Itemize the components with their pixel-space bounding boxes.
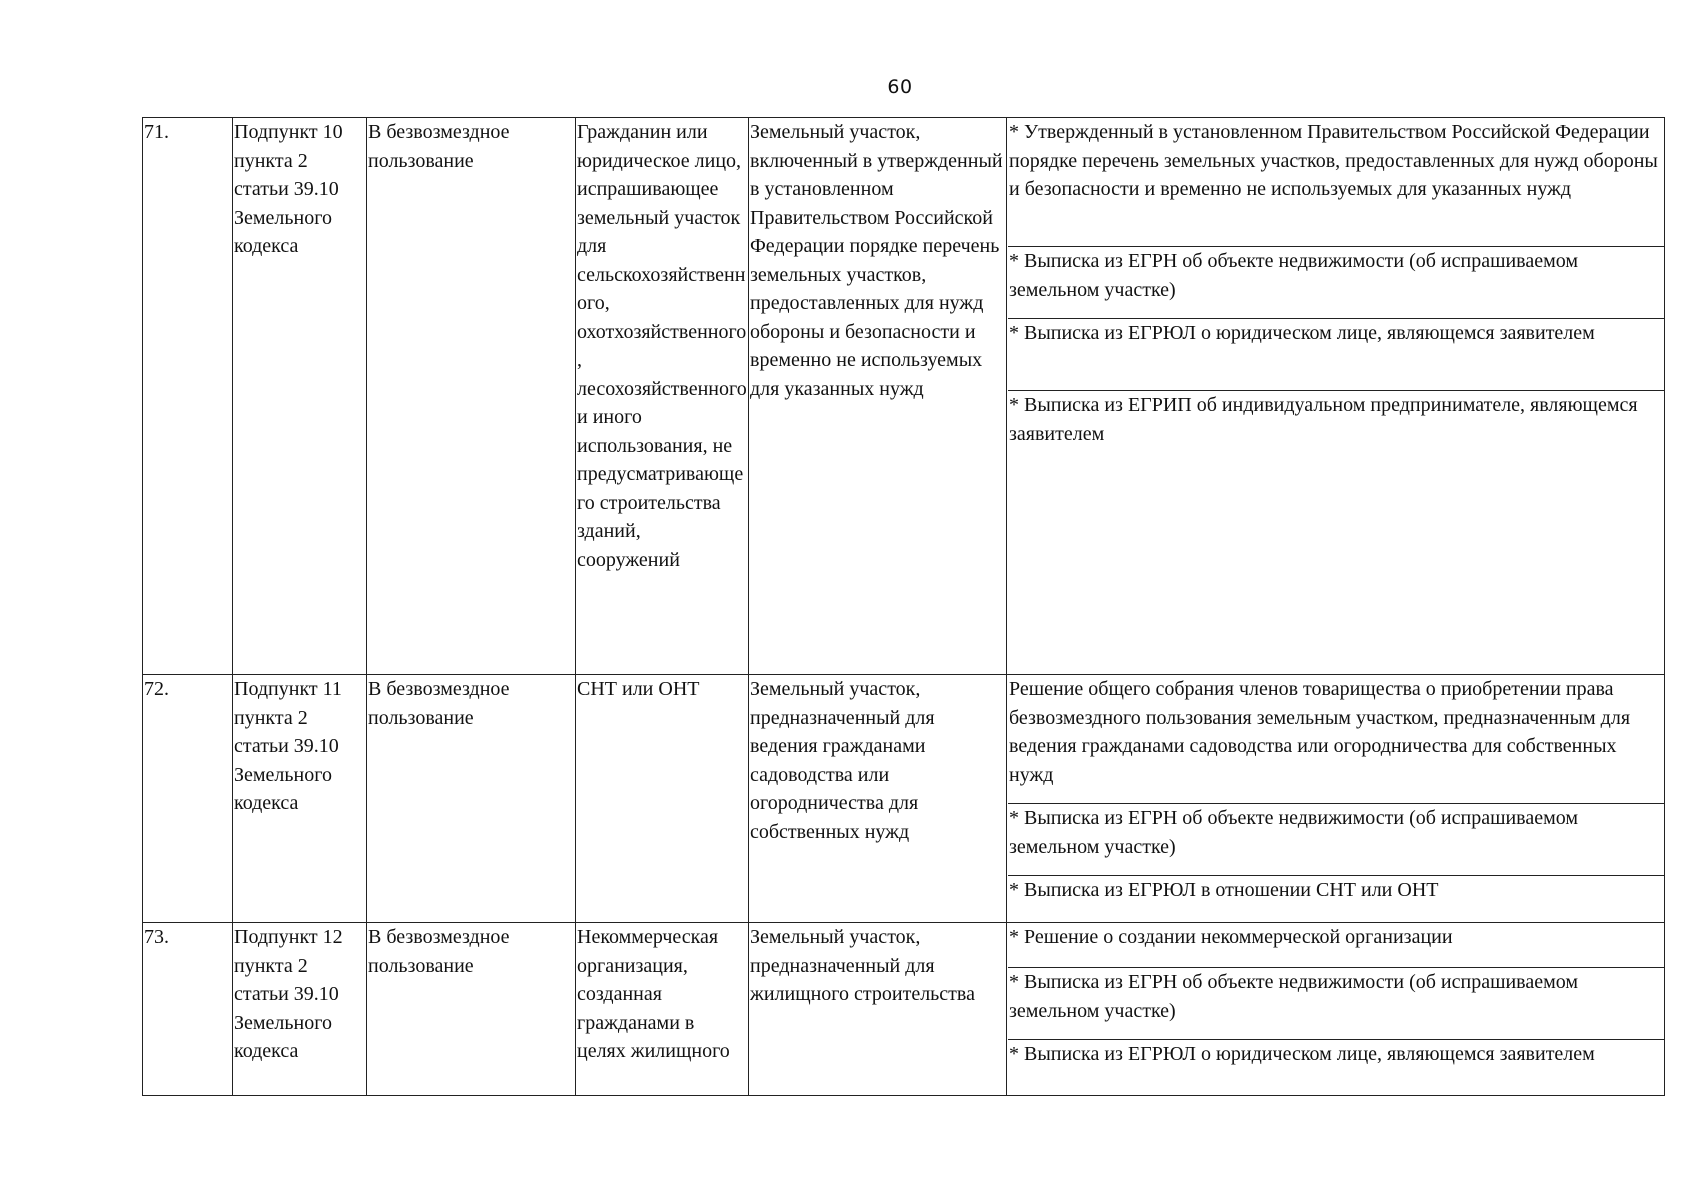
applicant: СНТ или ОНТ <box>576 675 749 923</box>
document-item: * Утвержденный в установленном Правительством Российской Федерации порядке перечень земельных участков, предоставленных для нужд обороны и безопасности и временно не используемых для указанных нужд <box>1008 118 1664 247</box>
legal-basis: Подпункт 12 пункта 2 статьи 39.10 Земельного кодекса <box>233 923 367 1096</box>
document-item: * Выписка из ЕГРЮЛ в отношении СНТ или ОНТ <box>1009 879 1439 901</box>
right-type: В безвозмездное пользование <box>367 675 576 923</box>
page-number: 60 <box>887 76 913 98</box>
documents-cell <box>1007 118 1665 675</box>
land-plot: Земельный участок, предназначенный для жилищного строительства <box>749 923 1007 1096</box>
row-number: 73. <box>143 923 233 1096</box>
document-item: * Выписка из ЕГРИП об индивидуальном предпринимателе, являющемся заявителем <box>1009 394 1638 445</box>
documents-cell <box>1007 675 1665 923</box>
document-item: * Выписка из ЕГРЮЛ о юридическом лице, являющемся заявителем <box>1009 1043 1595 1065</box>
documents-cell <box>1007 923 1665 1096</box>
document-item: * Выписка из ЕГРН об объекте недвижимости (об испрашиваемом земельном участке) <box>1008 247 1664 319</box>
document-item: * Выписка из ЕГРН об объекте недвижимости (об испрашиваемом земельном участке) <box>1008 968 1664 1040</box>
row-number: 71. <box>143 118 233 675</box>
right-type: В безвозмездное пользование <box>367 118 576 675</box>
legal-basis: Подпункт 10 пункта 2 статьи 39.10 Земельного кодекса <box>233 118 367 675</box>
services-table <box>142 117 1665 1096</box>
land-plot: Земельный участок, включенный в утвержденный в установленном Правительством Российской Федерации порядке перечень земельных участков, предоставленных для нужд обороны и безопасности и временно не используемых для указанных нужд <box>749 118 1007 675</box>
document-item: * Выписка из ЕГРН об объекте недвижимости (об испрашиваемом земельном участке) <box>1008 804 1664 876</box>
document-item: * Решение о создании некоммерческой организации <box>1008 923 1664 968</box>
document-item: Решение общего собрания членов товарищества о приобретении права безвозмездного пользования земельным участком, предназначенным для ведения гражданами садоводства или огородничества для собственных нужд <box>1008 675 1664 804</box>
row-number: 72. <box>143 675 233 923</box>
table-row <box>143 118 1665 675</box>
document-item: * Выписка из ЕГРЮЛ о юридическом лице, являющемся заявителем <box>1008 319 1664 391</box>
applicant: Некоммерческая организация, созданная гражданами в целях жилищного <box>576 923 749 1096</box>
right-type: В безвозмездное пользование <box>367 923 576 1096</box>
applicant: Гражданин или юридическое лицо, испрашивающее земельный участок для сельскохозяйственного, охотхозяйственного, лесохозяйственного и иного использования, не предусматривающего строительства зданий, сооружений <box>576 118 749 675</box>
table-row <box>143 923 1665 1096</box>
table-row <box>143 675 1665 923</box>
legal-basis: Подпункт 11 пункта 2 статьи 39.10 Земельного кодекса <box>233 675 367 923</box>
land-plot: Земельный участок, предназначенный для ведения гражданами садоводства или огородничества для собственных нужд <box>749 675 1007 923</box>
